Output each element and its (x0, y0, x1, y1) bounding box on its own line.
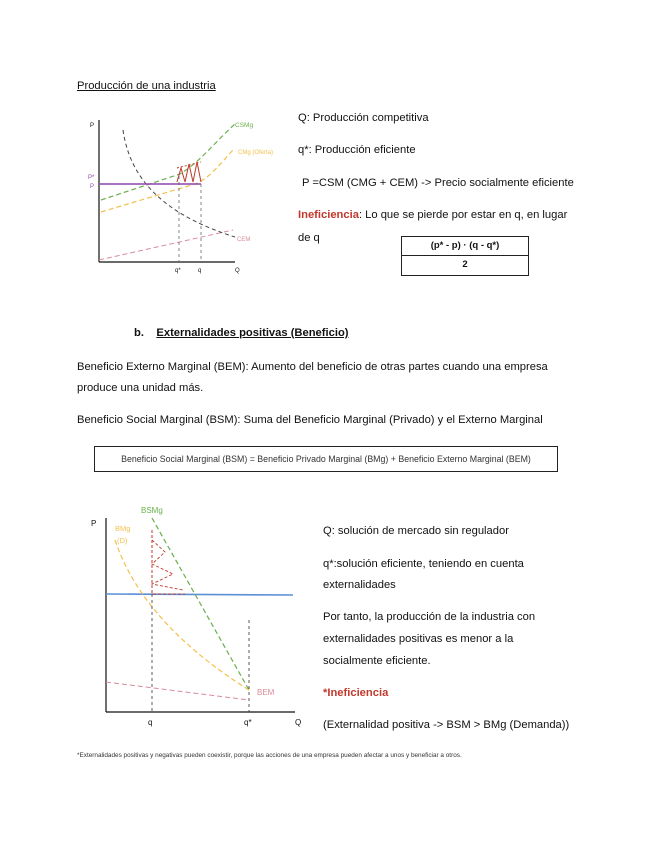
text-bem-definition: Beneficio Externo Marginal (BEM): Aumento del beneficio de otras partes cuando una empresa (77, 361, 548, 373)
text-ineficiencia-2: *Ineficiencia (323, 687, 389, 699)
graph-produccion-industria (85, 112, 274, 277)
text-solucion-eficiente-cont: externalidades (323, 579, 396, 591)
graph1-cem-curve (99, 230, 233, 260)
graph1-cmg-curve (101, 150, 233, 212)
formula-box-ineficiencia (401, 236, 529, 276)
graph1-csmg-curve (101, 124, 235, 200)
graph2-inefficiency-hatch (152, 540, 183, 590)
text-bem-definition-cont: produce una unidad más. (77, 382, 204, 394)
graph1-csmg-label: CSMg (235, 122, 254, 129)
graph1-cmg-label: CMg (Oferta) (238, 150, 274, 156)
text-solucion-mercado: Q: solución de mercado sin regulador (323, 525, 509, 537)
text-ineficiencia (298, 208, 567, 222)
graph2-supply-line (106, 594, 293, 595)
text-por-tanto: Por tanto, la producción de la industria con (323, 611, 536, 623)
graph1-q-label: q (198, 268, 202, 274)
text-precio-eficiente: P =CSM (CMG + CEM) -> Precio socialmente eficiente (302, 177, 574, 189)
graph1-p-star-label: P* (88, 175, 95, 181)
graph1-x-label: Q (235, 268, 240, 274)
text-por-tanto-3: socialmente eficiente. (323, 655, 431, 667)
text-produccion-competitiva: Q: Producción competitiva (298, 112, 429, 124)
section-b-heading (134, 326, 349, 340)
formula-numerator: (p* - p) · (q - q*) (402, 237, 528, 256)
graph2-y-label: P (91, 519, 97, 528)
graph1-cem-label: CEM (237, 237, 251, 243)
graph1-y-label: P (90, 123, 95, 129)
formula-box-bsm: Beneficio Social Marginal (BSM) = Beneficio Privado Marginal (BMg) + Beneficio Externo Marginal (BEM) (94, 446, 558, 472)
footnote: *Externalidades positivas y negativas pueden coexistir, porque las acciones de una empresa pueden afectar a unos y beneficiar a otros. (77, 752, 462, 759)
section-b-prefix: b. (134, 327, 144, 339)
section-b-title: Externalidades positivas (Beneficio) (156, 327, 349, 339)
text-externalidad-positiva: (Externalidad positiva -> BSM > BMg (Demanda)) (323, 719, 570, 731)
ineficiencia-word: Ineficiencia (298, 209, 359, 221)
text-ineficiencia-cont: de q (298, 232, 320, 244)
graph1-q-star-label: q* (175, 268, 181, 274)
text-por-tanto-2: externalidades positivas es menor a la (323, 633, 514, 645)
graph2-q-star-label: q* (244, 718, 252, 727)
graph2-bem-curve (106, 682, 249, 700)
graph2-inefficiency-triangle (152, 530, 185, 594)
ineficiencia-rest: : Lo que se pierde por estar en q, en lugar (358, 209, 568, 221)
graph1-p-label: P (90, 184, 95, 190)
section-title-produccion: Producción de una industria (77, 80, 216, 92)
graph-externalidades-positivas (85, 500, 310, 732)
text-solucion-eficiente: q*:solución eficiente, teniendo en cuenta (323, 558, 524, 570)
text-produccion-eficiente: q*: Producción eficiente (298, 144, 416, 156)
graph2-bmg-label: BMg (115, 524, 131, 533)
graph2-bsmg-curve (152, 518, 249, 690)
graph2-x-label: Q (295, 718, 302, 727)
graph2-bmg-curve (115, 540, 249, 690)
formula-denominator: 2 (462, 259, 468, 270)
graph2-bsmg-label: BSMg (141, 506, 163, 515)
graph2-q-label: q (148, 718, 153, 727)
text-bsm-definition: Beneficio Social Marginal (BSM): Suma del Beneficio Marginal (Privado) y el Externo Marginal (77, 414, 543, 426)
graph2-bem-label: BEM (257, 688, 275, 697)
graph2-d-label: (D) (117, 536, 128, 545)
